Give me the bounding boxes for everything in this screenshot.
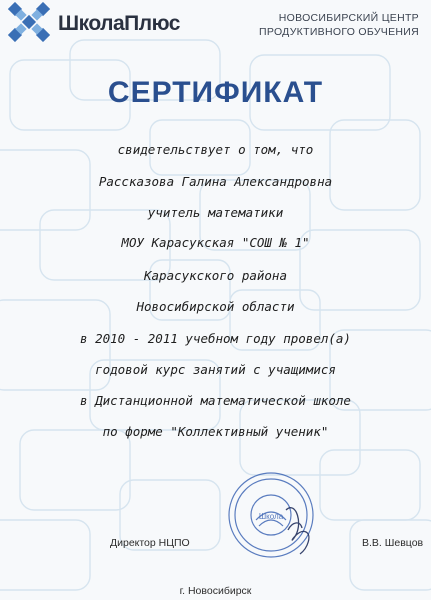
- organization-name-line-2: ПРОДУКТИВНОГО ОБУЧЕНИЯ: [259, 26, 419, 38]
- recipient-name: Рассказова Галина Александровна: [98, 174, 333, 189]
- stamp-center-text: Школа: [258, 512, 284, 521]
- director-name: В.В. Шевцов: [362, 537, 424, 549]
- organization-name: [259, 11, 419, 39]
- district-name: Карасукского района: [144, 268, 287, 283]
- city: г. Новосибирск: [179, 585, 252, 597]
- body-line-school: в Дистанционной математической школе: [80, 393, 351, 408]
- body-line-course: годовой курс занятий с учащимися: [95, 362, 336, 377]
- region-name: Новосибирской области: [136, 299, 295, 314]
- school-name: МОУ Карасукская "СОШ № 1": [121, 235, 310, 250]
- body-line-form: по форме "Коллективный ученик": [102, 424, 329, 439]
- logo-text: ШколаПлюс: [58, 12, 180, 35]
- logo-cross-icon: [8, 2, 50, 42]
- body-line-1: свидетельствует о том, что: [117, 142, 314, 157]
- body-line-year: в 2010 - 2011 учебном году провел(а): [80, 331, 351, 346]
- logo: [8, 2, 208, 42]
- official-stamp: [226, 470, 316, 560]
- director-label: Директор НЦПО: [110, 537, 190, 549]
- certificate-title: СЕРТИФИКАТ: [107, 76, 324, 109]
- recipient-position: учитель математики: [147, 205, 284, 220]
- organization-name-line-1: НОВОСИБИРСКИЙ ЦЕНТР: [278, 12, 419, 24]
